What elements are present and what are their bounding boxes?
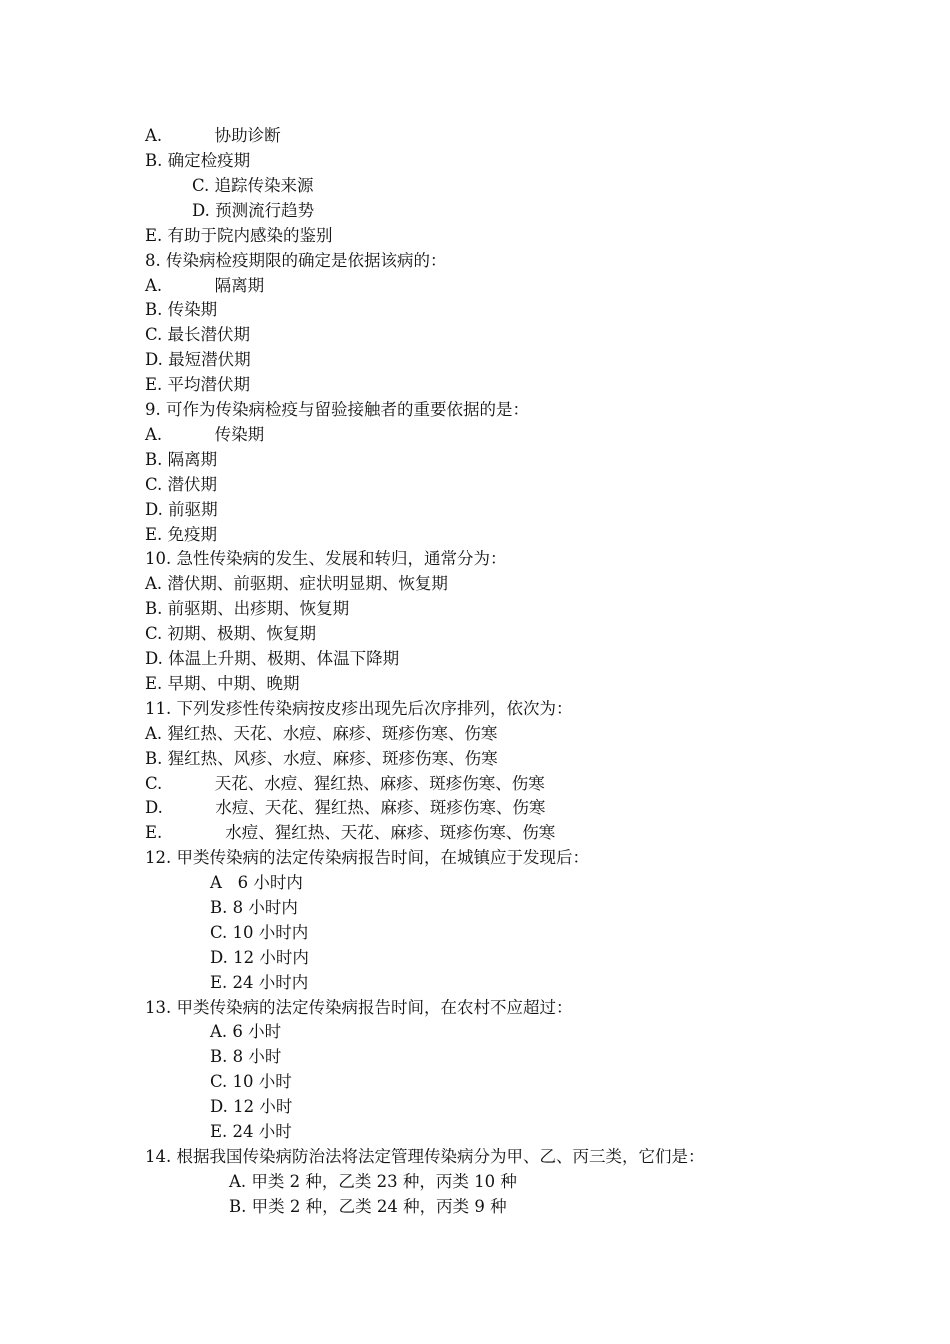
- question-title: 11. 下列发疹性传染病按皮疹出现先后次序排列，依次为：: [145, 699, 573, 718]
- question-title: 10. 急性传染病的发生、发展和转归，通常分为：: [145, 549, 507, 568]
- question-title: 8. 传染病检疫期限的确定是依据该病的：: [145, 251, 447, 270]
- text-line: A. 协助诊断: [145, 126, 281, 145]
- text-line: B. 8 小时内: [210, 898, 298, 917]
- question-title: 14. 根据我国传染病防治法将法定管理传染病分为甲、乙、丙三类，它们是：: [145, 1147, 705, 1166]
- text-line: C. 10 小时内: [210, 923, 309, 942]
- text-line: D. 前驱期: [145, 500, 218, 519]
- text-line: E. 有助于院内感染的鉴别: [145, 226, 333, 245]
- text-line: C. 最长潜伏期: [145, 325, 251, 344]
- text-line: E. 免疫期: [145, 525, 218, 544]
- text-line: D. 12 小时内: [210, 948, 309, 967]
- text-line: B. 前驱期、出疹期、恢复期: [145, 599, 350, 618]
- text-line: A. 隔离期: [145, 276, 265, 295]
- text-line: B. 甲类 2 种，乙类 24 种，丙类 9 种: [229, 1197, 507, 1216]
- text-line: A 6 小时内: [210, 873, 303, 892]
- text-line: B. 确定检疫期: [145, 151, 251, 170]
- text-line: A. 6 小时: [210, 1022, 282, 1041]
- question-title: 9. 可作为传染病检疫与留验接触者的重要依据的是：: [145, 400, 529, 419]
- text-line: D. 体温上升期、极期、体温下降期: [145, 649, 400, 668]
- text-line: D. 最短潜伏期: [145, 350, 251, 369]
- text-line: D. 12 小时: [210, 1097, 293, 1116]
- text-line: C. 初期、极期、恢复期: [145, 624, 317, 643]
- question-title: 12. 甲类传染病的法定传染病报告时间，在城镇应于发现后：: [145, 848, 589, 867]
- text-line: E. 平均潜伏期: [145, 375, 251, 394]
- text-line: C. 潜伏期: [145, 475, 218, 494]
- text-line: E. 早期、中期、晚期: [145, 674, 300, 693]
- text-line: B. 传染期: [145, 300, 218, 319]
- text-line: C. 追踪传染来源: [192, 176, 314, 195]
- text-line: E. 24 小时: [210, 1122, 292, 1141]
- text-line: E. 水痘、猩红热、天花、麻疹、斑疹伤寒、伤寒: [145, 823, 556, 842]
- text-line: A. 传染期: [145, 425, 265, 444]
- text-line: B. 8 小时: [210, 1047, 282, 1066]
- text-line: A. 潜伏期、前驱期、症状明显期、恢复期: [145, 574, 448, 593]
- text-line: A. 甲类 2 种，乙类 23 种，丙类 10 种: [229, 1172, 517, 1191]
- text-line: C. 天花、水痘、猩红热、麻疹、斑疹伤寒、伤寒: [145, 774, 545, 793]
- text-line: C. 10 小时: [210, 1072, 292, 1091]
- question-title: 13. 甲类传染病的法定传染病报告时间，在农村不应超过：: [145, 998, 573, 1017]
- text-line: B. 隔离期: [145, 450, 218, 469]
- text-line: B. 猩红热、风疹、水痘、麻疹、斑疹伤寒、伤寒: [145, 749, 498, 768]
- text-line: A. 猩红热、天花、水痘、麻疹、斑疹伤寒、伤寒: [145, 724, 498, 743]
- text-line: E. 24 小时内: [210, 973, 309, 992]
- text-line: D. 水痘、天花、猩红热、麻疹、斑疹伤寒、伤寒: [145, 798, 546, 817]
- text-line: D. 预测流行趋势: [192, 201, 315, 220]
